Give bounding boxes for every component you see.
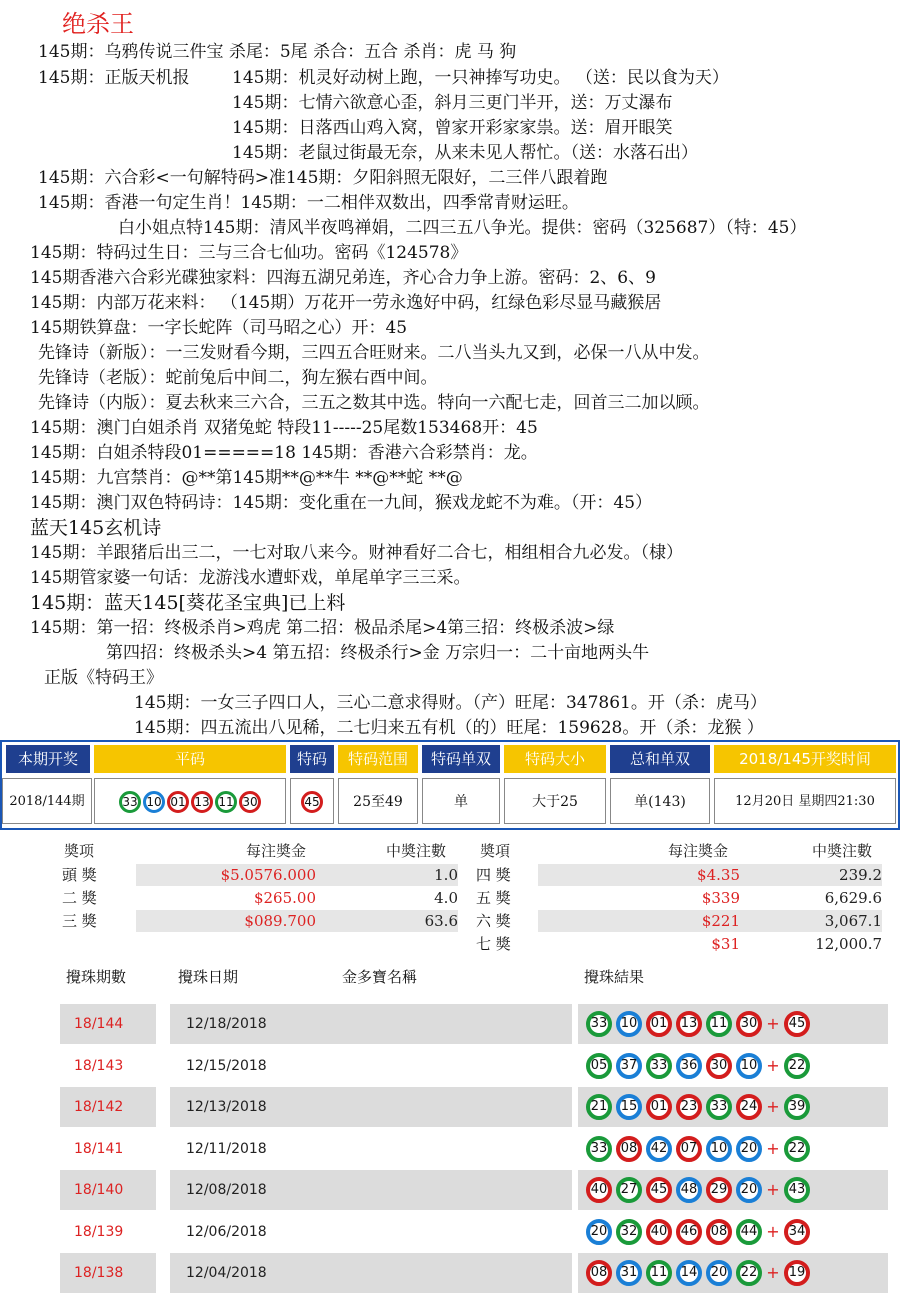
header-next-time: 2018/145开奖时间: [714, 745, 896, 773]
header-special: 特码: [290, 745, 334, 773]
lottery-ball: 29: [706, 1177, 732, 1203]
lottery-ball: 33: [119, 791, 141, 813]
draw-name: [336, 1170, 572, 1210]
size-value: 大于25: [504, 778, 606, 824]
lottery-ball: 10: [706, 1136, 732, 1162]
lottery-ball: 30: [239, 791, 261, 813]
draw-balls: [578, 1253, 888, 1293]
plus-sign: +: [766, 1180, 780, 1199]
text-line: 145期：老鼠过街最无奈，从来未见人帮忙。（送：水落石出）: [232, 143, 698, 163]
header-sum-odd-even: 总和单双: [610, 745, 710, 773]
text-line: 145期：澳门白姐杀肖 双猪兔蛇 特段11-----25尾数153468开：45: [30, 418, 538, 438]
text-line: 145期：第一招：终极杀肖>鸡虎 第二招：极品杀尾>4第三招：终极杀波>绿: [30, 618, 615, 638]
prize-amount: $265.00: [253, 889, 316, 907]
header-range: 特码范围: [338, 745, 418, 773]
text-line: 白小姐点特145期：清风半夜鸣禅娟，二四三五八争光。提供：密码（325687）（特：45）: [118, 218, 807, 238]
text-line: 先锋诗（新版）：一三发财看今期，三四五合旺财来。二八当头九又到，必保一八从中发。: [38, 343, 710, 363]
lottery-ball: 15: [616, 1094, 642, 1120]
prize-row: [60, 910, 458, 932]
prize-count: 6,629.6: [824, 889, 882, 907]
lottery-ball: 11: [646, 1260, 672, 1286]
lottery-ball: 13: [676, 1011, 702, 1037]
draw-balls: [578, 1129, 888, 1169]
lottery-ball: 20: [706, 1260, 732, 1286]
text-line: 先锋诗（内版）：夏去秋来三六合，三五之数其中选。特向一六配七走，回首三二加以顾。: [38, 393, 710, 413]
prize-name: 七 獎: [476, 935, 511, 953]
page-title: 绝杀王: [62, 10, 134, 38]
next-time-value: 12月20日 星期四21:30: [714, 778, 896, 824]
lottery-ball: 14: [676, 1260, 702, 1286]
prize-header-count: 中奬注數: [386, 842, 447, 860]
lottery-ball: 31: [616, 1260, 642, 1286]
lottery-ball: 37: [616, 1053, 642, 1079]
special-ball-number: 22: [784, 1053, 810, 1079]
special-ball-number: 19: [784, 1260, 810, 1286]
header-current-draw: 本期开奖: [6, 745, 90, 773]
draw-id: 18/144: [60, 1004, 156, 1044]
text-line: 145期：蓝天145[葵花圣宝典]已上料: [30, 592, 346, 614]
history-row: [60, 1087, 882, 1127]
prize-count: 12,000.7: [815, 935, 882, 953]
text-line: 145期：白姐杀特段01=====18 145期：香港六合彩禁肖：龙。: [30, 443, 538, 463]
prize-header-count: 中奬注數: [812, 842, 873, 860]
draw-date: 12/08/2018: [170, 1170, 346, 1210]
prize-amount: $339: [701, 889, 740, 907]
text-line: 145期：羊跟猪后出三二，一七对取八来今。财神看好二合七，相组相合九必发。（棣）: [30, 543, 683, 563]
header-odd-even: 特码单双: [422, 745, 500, 773]
plus-sign: +: [766, 1263, 780, 1282]
prize-count: 4.0: [434, 889, 458, 907]
history-row: [60, 1253, 882, 1293]
lottery-ball: 33: [586, 1011, 612, 1037]
text-line: 145期：四五流出八见稀，二七归来五有机（的）旺尾：159628。开（杀：龙猴 ）: [134, 718, 764, 738]
prize-header-amount: 每注奬金: [668, 842, 729, 860]
draw-date: 12/06/2018: [170, 1212, 346, 1252]
plus-sign: +: [766, 1014, 780, 1033]
prize-count: 1.0: [316, 864, 458, 886]
lottery-ball: 23: [676, 1094, 702, 1120]
special-ball-number: 45: [301, 791, 323, 813]
lottery-ball: 36: [676, 1053, 702, 1079]
draw-period: 2018/144期: [2, 778, 92, 824]
text-line: 145期铁算盘：一字长蛇阵（司马昭之心）开：45: [30, 318, 408, 338]
prize-count: 239.2: [740, 864, 882, 886]
draw-date: 12/11/2018: [170, 1129, 346, 1169]
lottery-ball: 30: [736, 1011, 762, 1037]
lottery-ball: 20: [586, 1219, 612, 1245]
lottery-ball: 33: [646, 1053, 672, 1079]
header-size: 特码大小: [504, 745, 606, 773]
lottery-ball: 22: [736, 1260, 762, 1286]
draw-name: [336, 1087, 572, 1127]
special-ball-number: 43: [784, 1177, 810, 1203]
lottery-ball: 33: [706, 1094, 732, 1120]
lottery-ball: 30: [706, 1053, 732, 1079]
lottery-ball: 10: [616, 1011, 642, 1037]
sum-odd-even-value: 单(143): [610, 778, 710, 824]
history-row: [60, 1046, 882, 1086]
text-line: 145期：日落西山鸡入窝，曾家开彩家家祟。送：眉开眼笑: [232, 118, 673, 138]
prize-name: 六 獎: [476, 912, 511, 930]
prize-name: 四 獎: [476, 866, 511, 884]
lottery-ball: 33: [586, 1136, 612, 1162]
prize-header-amount: 每注奬金: [246, 842, 307, 860]
lottery-ball: 21: [586, 1094, 612, 1120]
special-ball-number: 22: [784, 1136, 810, 1162]
draw-name: [336, 1129, 572, 1169]
text-line: 145期：一女三子四口人，三心二意求得财。（产）旺尾：347861。开（杀：虎马）: [134, 693, 767, 713]
lottery-ball: 46: [676, 1219, 702, 1245]
lottery-ball: 01: [646, 1011, 672, 1037]
prize-name: 五 獎: [476, 889, 511, 907]
plus-sign: +: [766, 1055, 780, 1075]
history-header-name: 金多寶名稱: [342, 968, 418, 986]
prize-header-name: 奬项: [64, 842, 95, 860]
prize-row: [474, 910, 882, 932]
prize-name: 頭 獎: [62, 866, 97, 884]
prize-row: [474, 864, 882, 886]
draw-name: [336, 1004, 572, 1044]
draw-id: 18/138: [60, 1253, 156, 1293]
lottery-ball: 11: [215, 791, 237, 813]
draw-name: [336, 1046, 572, 1086]
text-line: 145期：六合彩<一句解特码>准145期：夕阳斜照无限好，二三伴八跟着跑: [38, 168, 608, 188]
draw-name: [336, 1212, 572, 1252]
text-line: 145期香港六合彩光碟独家料：四海五湖兄弟连，齐心合力争上游。密码：2、6、9: [30, 268, 656, 288]
text-line: 正版《特码王》: [44, 668, 163, 688]
lottery-ball: 20: [736, 1177, 762, 1203]
draw-id: 18/142: [60, 1087, 156, 1127]
lottery-ball: 07: [676, 1136, 702, 1162]
text-line: 145期：澳门双色特码诗：145期：变化重在一九间，猴戏龙蛇不为难。（开：45）: [30, 493, 653, 513]
history-header-date: 攪珠日期: [178, 968, 239, 986]
history-row: [60, 1004, 882, 1044]
prize-row: [474, 887, 882, 909]
lottery-ball: 48: [676, 1177, 702, 1203]
history-header-id: 攪珠期數: [66, 968, 127, 986]
lottery-ball: 20: [736, 1136, 762, 1162]
draw-balls: [578, 1004, 888, 1044]
prize-row: [474, 933, 882, 955]
lottery-ball: 10: [143, 791, 165, 813]
draw-date: 12/15/2018: [170, 1046, 346, 1086]
prize-count: 3,067.1: [740, 910, 882, 932]
draw-balls: [578, 1087, 888, 1127]
lottery-ball: 08: [586, 1260, 612, 1286]
lottery-ball: 08: [616, 1136, 642, 1162]
text-line: 145期管家婆一句话：龙游浅水遭虾戏，单尾单字三三采。: [30, 568, 471, 588]
text-line: 145期：机灵好动树上跑，一只神捧写功史。 （送：民以食为天）: [232, 68, 729, 88]
draw-date: 12/18/2018: [170, 1004, 346, 1044]
special-ball-number: 34: [784, 1219, 810, 1245]
regular-balls: [94, 778, 286, 824]
special-ball: [290, 778, 334, 824]
special-ball-number: 39: [784, 1094, 810, 1120]
lottery-ball: 44: [736, 1219, 762, 1245]
odd-even-value: 单: [422, 778, 500, 824]
lottery-ball: 01: [646, 1094, 672, 1120]
text-line: 145期：七情六欲意心歪，斜月三更门半开，送：万丈瀑布: [232, 93, 673, 113]
text-line: 145期：乌鸦传说三件宝 杀尾：5尾 杀合：五合 杀肖：虎 马 狗: [38, 42, 517, 62]
lottery-ball: 32: [616, 1219, 642, 1245]
prize-header-name: 奬項: [480, 842, 511, 860]
draw-balls: [578, 1046, 888, 1086]
prize-name: 二 獎: [62, 889, 97, 907]
prize-amount: $089.700: [136, 910, 316, 932]
prize-name: 三 獎: [62, 912, 97, 930]
lottery-ball: 45: [646, 1177, 672, 1203]
draw-id: 18/139: [60, 1212, 156, 1252]
lottery-ball: 27: [616, 1177, 642, 1203]
lottery-ball: 40: [586, 1177, 612, 1203]
draw-id: 18/141: [60, 1129, 156, 1169]
plus-sign: +: [766, 1097, 780, 1116]
lottery-ball: 05: [586, 1053, 612, 1079]
lottery-ball: 40: [646, 1219, 672, 1245]
prize-amount: $31: [711, 935, 740, 953]
draw-date: 12/13/2018: [170, 1087, 346, 1127]
history-header-result: 攪珠結果: [584, 968, 645, 986]
lottery-ball: 01: [167, 791, 189, 813]
prize-amount: $4.35: [538, 864, 740, 886]
history-row: [60, 1212, 882, 1252]
text-line: 145期：正版天机报: [38, 68, 190, 88]
prize-count: 63.6: [316, 910, 458, 932]
lottery-ball: 13: [191, 791, 213, 813]
text-line: 145期：九宫禁肖：@**第145期**@**牛 **@**蛇 **@: [30, 468, 463, 488]
text-line: 145期：香港一句定生肖！145期：一二相伴双数出，四季常青财运旺。: [38, 193, 579, 213]
text-line: 145期：内部万花来料： （145期）万花开一劳永逸好中码，红绿色彩尽显马藏猴居: [30, 293, 662, 313]
prize-row: [60, 864, 458, 886]
range-value: 25至49: [338, 778, 418, 824]
lottery-ball: 11: [706, 1011, 732, 1037]
text-line: 145期：特码过生日：三与三合七仙功。密码《124578》: [30, 243, 468, 263]
text-line: 先锋诗（老版）：蛇前兔后中间二，狗左猴右酉中间。: [38, 368, 438, 388]
plus-sign: +: [766, 1221, 780, 1241]
draw-id: 18/140: [60, 1170, 156, 1210]
text-line: 蓝天145玄机诗: [30, 517, 162, 539]
prize-row: [60, 887, 458, 909]
prize-amount: $5.0576.000: [136, 864, 316, 886]
header-regular: 平码: [94, 745, 286, 773]
draw-balls: [578, 1212, 888, 1252]
lottery-ball: 08: [706, 1219, 732, 1245]
draw-balls: [578, 1170, 888, 1210]
history-row: [60, 1129, 882, 1169]
special-ball-number: 45: [784, 1011, 810, 1037]
text-line: 第四招：终极杀头>4 第五招：终极杀行>金 万宗归一：二十亩地两头牛: [106, 643, 650, 663]
history-row: [60, 1170, 882, 1210]
prize-amount: $221: [538, 910, 740, 932]
plus-sign: +: [766, 1138, 780, 1158]
lottery-ball: 24: [736, 1094, 762, 1120]
draw-result-table: [0, 740, 900, 830]
lottery-ball: 42: [646, 1136, 672, 1162]
draw-date: 12/04/2018: [170, 1253, 346, 1293]
lottery-ball: 10: [736, 1053, 762, 1079]
draw-name: [336, 1253, 572, 1293]
draw-id: 18/143: [60, 1046, 156, 1086]
